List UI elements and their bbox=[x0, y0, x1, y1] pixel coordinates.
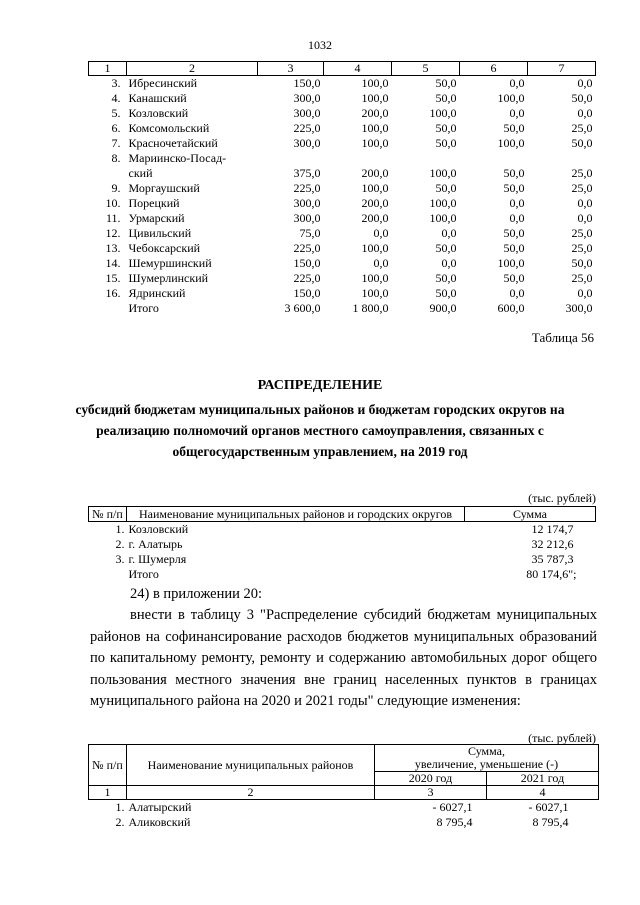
value-cell: 0,0 bbox=[441, 256, 457, 270]
table-row bbox=[89, 537, 596, 552]
value-cell: 200,0 bbox=[361, 211, 389, 225]
header-name: Наименование муниципальных районов bbox=[127, 745, 375, 786]
value-cell: 50,0 bbox=[503, 181, 525, 195]
column-number: 2 bbox=[127, 62, 258, 76]
value-cell: 50,0 bbox=[435, 121, 457, 135]
value-cell: 75,0 bbox=[299, 226, 321, 240]
value-cell: 225,0 bbox=[293, 181, 321, 195]
column-number: 6 bbox=[460, 62, 528, 76]
row-number: 9. bbox=[111, 181, 121, 195]
empty-cell bbox=[528, 151, 596, 166]
table-row bbox=[89, 286, 596, 301]
total-value: 300,0 bbox=[565, 301, 593, 315]
value-cell: 50,0 bbox=[435, 136, 457, 150]
table-row bbox=[89, 76, 596, 92]
value-cell: 0,0 bbox=[441, 226, 457, 240]
value-cell: 0,0 bbox=[373, 256, 389, 270]
row-number: 4. bbox=[111, 91, 121, 105]
district-name: Чебоксарский bbox=[128, 241, 201, 255]
table-header-row bbox=[89, 745, 599, 772]
value-cell: 50,0 bbox=[435, 181, 457, 195]
value-cell: 150,0 bbox=[293, 76, 321, 90]
value-cell: 200,0 bbox=[361, 196, 389, 210]
value-2020: - 6027,1 bbox=[432, 800, 473, 814]
table-row bbox=[89, 91, 596, 106]
value-cell: 300,0 bbox=[293, 211, 321, 225]
empty-cell bbox=[89, 166, 127, 181]
table-row bbox=[89, 121, 596, 136]
header-2021: 2021 год bbox=[487, 772, 599, 786]
value-cell: 100,0 bbox=[361, 136, 389, 150]
total-value: 3 600,0 bbox=[284, 301, 321, 315]
value-cell: 0,0 bbox=[509, 76, 525, 90]
units-label: (тыс. рублей) bbox=[528, 491, 596, 505]
value-cell: 300,0 bbox=[293, 136, 321, 150]
table-label: Таблица 56 bbox=[531, 330, 594, 345]
value-cell: 100,0 bbox=[361, 271, 389, 285]
value-2021: - 6027,1 bbox=[528, 800, 569, 814]
value-cell: 100,0 bbox=[497, 136, 525, 150]
district-name: Козловский bbox=[128, 522, 189, 536]
district-name: Ядринский bbox=[128, 286, 186, 300]
row-number: 14. bbox=[105, 256, 121, 270]
table-body bbox=[89, 522, 596, 583]
value-cell: 225,0 bbox=[293, 121, 321, 135]
sum-value: 35 787,3 bbox=[531, 552, 574, 566]
header-name: Наименование муниципальных районов и городских округов bbox=[127, 507, 465, 522]
value-cell: 50,0 bbox=[435, 91, 457, 105]
district-name-cont: ский bbox=[128, 166, 153, 180]
value-cell: 25,0 bbox=[571, 181, 593, 195]
value-cell: 100,0 bbox=[361, 76, 389, 90]
column-number: 3 bbox=[375, 786, 487, 800]
table-header-row bbox=[89, 507, 596, 522]
table-row bbox=[89, 136, 596, 151]
district-name: Комсомольский bbox=[128, 121, 210, 135]
road-subsidy-changes-table bbox=[88, 744, 599, 830]
value-cell: 100,0 bbox=[429, 211, 457, 225]
value-cell: 50,0 bbox=[571, 256, 593, 270]
district-name: Шемуршинский bbox=[128, 256, 212, 270]
column-number: 3 bbox=[258, 62, 324, 76]
table-row bbox=[89, 522, 596, 538]
table-row bbox=[89, 181, 596, 196]
total-value: 900,0 bbox=[429, 301, 457, 315]
total-row bbox=[89, 567, 596, 582]
value-cell: 50,0 bbox=[571, 91, 593, 105]
value-cell: 0,0 bbox=[577, 76, 593, 90]
value-cell: 100,0 bbox=[429, 196, 457, 210]
value-cell: 50,0 bbox=[503, 271, 525, 285]
value-cell: 25,0 bbox=[571, 271, 593, 285]
units-label-2: (тыс. рублей) bbox=[528, 731, 596, 745]
column-number: 1 bbox=[89, 786, 127, 800]
value-cell: 150,0 bbox=[293, 286, 321, 300]
header-sum-line1: Сумма, bbox=[468, 744, 505, 758]
row-number: 7. bbox=[111, 136, 121, 150]
district-name: г. Алатырь bbox=[128, 537, 183, 551]
value-cell: 50,0 bbox=[503, 166, 525, 180]
empty-cell bbox=[324, 151, 392, 166]
value-cell: 0,0 bbox=[577, 106, 593, 120]
total-value: 1 800,0 bbox=[352, 301, 389, 315]
value-cell: 50,0 bbox=[503, 241, 525, 255]
value-cell: 150,0 bbox=[293, 256, 321, 270]
header-sum: Сумма bbox=[465, 507, 596, 522]
row-number: 16. bbox=[105, 286, 121, 300]
value-cell: 375,0 bbox=[293, 166, 321, 180]
section-subheading: субсидий бюджетам муниципальных районов и бюджетам городских округов на реализацию полномочий органов местного самоуправления, связанных с общегосударственным управлением, на 2019 год bbox=[75, 402, 565, 459]
value-cell: 50,0 bbox=[435, 271, 457, 285]
value-cell: 225,0 bbox=[293, 241, 321, 255]
value-cell: 300,0 bbox=[293, 106, 321, 120]
row-number: 6. bbox=[111, 121, 121, 135]
district-name: Урмарский bbox=[128, 211, 185, 225]
header-sum-line2: увеличение, уменьшение (-) bbox=[414, 757, 559, 771]
total-value: 80 174,6"; bbox=[526, 567, 577, 581]
table-row bbox=[89, 271, 596, 286]
subsidy-table-2019 bbox=[88, 506, 596, 582]
empty-cell bbox=[89, 301, 127, 316]
district-name: Шумерлинский bbox=[128, 271, 209, 285]
value-2021: 8 795,4 bbox=[532, 815, 569, 829]
row-number: 10. bbox=[105, 196, 121, 210]
value-cell: 50,0 bbox=[435, 76, 457, 90]
empty-cell bbox=[460, 151, 528, 166]
header-num: № п/п bbox=[89, 745, 127, 786]
value-cell: 200,0 bbox=[361, 166, 389, 180]
district-name: Козловский bbox=[128, 106, 189, 120]
row-number: 2. bbox=[115, 815, 125, 829]
column-number: 2 bbox=[127, 786, 375, 800]
value-cell: 200,0 bbox=[361, 106, 389, 120]
row-number: 15. bbox=[105, 271, 121, 285]
value-cell: 225,0 bbox=[293, 271, 321, 285]
column-numbers-row bbox=[89, 786, 599, 800]
page-number: 1032 bbox=[308, 38, 332, 52]
value-cell: 0,0 bbox=[577, 196, 593, 210]
row-number: 5. bbox=[111, 106, 121, 120]
value-cell: 300,0 bbox=[293, 91, 321, 105]
district-name: Канашский bbox=[128, 91, 187, 105]
column-number: 5 bbox=[392, 62, 460, 76]
row-number: 3. bbox=[111, 76, 121, 90]
district-name: Алатырский bbox=[128, 800, 192, 814]
table-row bbox=[89, 166, 596, 181]
district-name: г. Шумерля bbox=[128, 552, 187, 566]
table-row bbox=[89, 815, 599, 830]
table-row bbox=[89, 106, 596, 121]
value-cell: 0,0 bbox=[577, 286, 593, 300]
header-2020: 2020 год bbox=[375, 772, 487, 786]
row-number: 2. bbox=[115, 537, 125, 551]
table-row bbox=[89, 800, 599, 816]
value-cell: 100,0 bbox=[361, 181, 389, 195]
value-cell: 25,0 bbox=[571, 166, 593, 180]
value-cell: 25,0 bbox=[571, 226, 593, 240]
row-number: 8. bbox=[111, 151, 121, 165]
total-label: Итого bbox=[128, 301, 159, 315]
sum-value: 32 212,6 bbox=[531, 537, 574, 551]
total-row bbox=[89, 301, 596, 316]
value-cell: 50,0 bbox=[435, 286, 457, 300]
row-number: 12. bbox=[105, 226, 121, 240]
table-row bbox=[89, 552, 596, 567]
item-24: 24) в приложении 20: bbox=[130, 586, 263, 602]
value-cell: 300,0 bbox=[293, 196, 321, 210]
row-number: 11. bbox=[105, 211, 121, 225]
value-cell: 0,0 bbox=[509, 211, 525, 225]
table-header-row bbox=[89, 62, 596, 76]
value-cell: 100,0 bbox=[361, 241, 389, 255]
value-cell: 100,0 bbox=[361, 286, 389, 300]
district-name: Моргаушский bbox=[128, 181, 200, 195]
table-row bbox=[89, 211, 596, 226]
table-body bbox=[89, 800, 599, 831]
empty-cell bbox=[392, 151, 460, 166]
empty-cell bbox=[89, 567, 127, 582]
value-cell: 0,0 bbox=[373, 226, 389, 240]
table-row bbox=[89, 226, 596, 241]
district-name: Порецкий bbox=[128, 196, 180, 210]
value-cell: 100,0 bbox=[361, 91, 389, 105]
value-cell: 50,0 bbox=[503, 226, 525, 240]
value-cell: 100,0 bbox=[429, 166, 457, 180]
value-cell: 0,0 bbox=[577, 211, 593, 225]
value-cell: 0,0 bbox=[509, 106, 525, 120]
value-2020: 8 795,4 bbox=[436, 815, 473, 829]
district-name: Красночетайский bbox=[128, 136, 218, 150]
table-body bbox=[89, 76, 596, 317]
sum-value: 12 174,7 bbox=[531, 522, 574, 536]
district-name: Ибресинский bbox=[128, 76, 198, 90]
column-number: 4 bbox=[324, 62, 392, 76]
row-number: 13. bbox=[105, 241, 121, 255]
value-cell: 50,0 bbox=[435, 241, 457, 255]
column-number: 4 bbox=[487, 786, 599, 800]
value-cell: 0,0 bbox=[509, 286, 525, 300]
table-row bbox=[89, 196, 596, 211]
district-name: Мариинско-Посад- bbox=[128, 151, 227, 165]
total-label: Итого bbox=[128, 567, 159, 581]
district-name: Аликовский bbox=[128, 815, 191, 829]
table-row bbox=[89, 241, 596, 256]
column-number: 7 bbox=[528, 62, 596, 76]
total-value: 600,0 bbox=[497, 301, 525, 315]
value-cell: 50,0 bbox=[571, 136, 593, 150]
value-cell: 100,0 bbox=[497, 256, 525, 270]
row-number: 3. bbox=[115, 552, 125, 566]
value-cell: 25,0 bbox=[571, 241, 593, 255]
value-cell: 50,0 bbox=[503, 121, 525, 135]
row-number: 1. bbox=[115, 522, 125, 536]
column-number: 1 bbox=[89, 62, 127, 76]
section-heading: РАСПРЕДЕЛЕНИЕ bbox=[257, 378, 383, 393]
header-sum bbox=[375, 745, 599, 772]
value-cell: 100,0 bbox=[497, 91, 525, 105]
value-cell: 0,0 bbox=[509, 196, 525, 210]
subsidy-table-continued bbox=[88, 61, 596, 316]
row-number: 1. bbox=[115, 800, 125, 814]
empty-cell bbox=[258, 151, 324, 166]
district-name: Цивильский bbox=[128, 226, 192, 240]
amendment-paragraph: внести в таблицу 3 "Распределение субсидий бюджетам муниципальных районов на софинансирование расходов бюджетов муниципальных образований по капитальному ремонту, ремонту и содержанию автомобильных дорог общего пользования местного значения вне границ населенных пунктов в границах муниципального района на 2020 и 2021 годы" следующие изменения: bbox=[90, 607, 597, 709]
header-num: № п/п bbox=[89, 507, 127, 522]
value-cell: 25,0 bbox=[571, 121, 593, 135]
table-row bbox=[89, 256, 596, 271]
value-cell: 100,0 bbox=[429, 106, 457, 120]
table-row bbox=[89, 151, 596, 166]
value-cell: 100,0 bbox=[361, 121, 389, 135]
